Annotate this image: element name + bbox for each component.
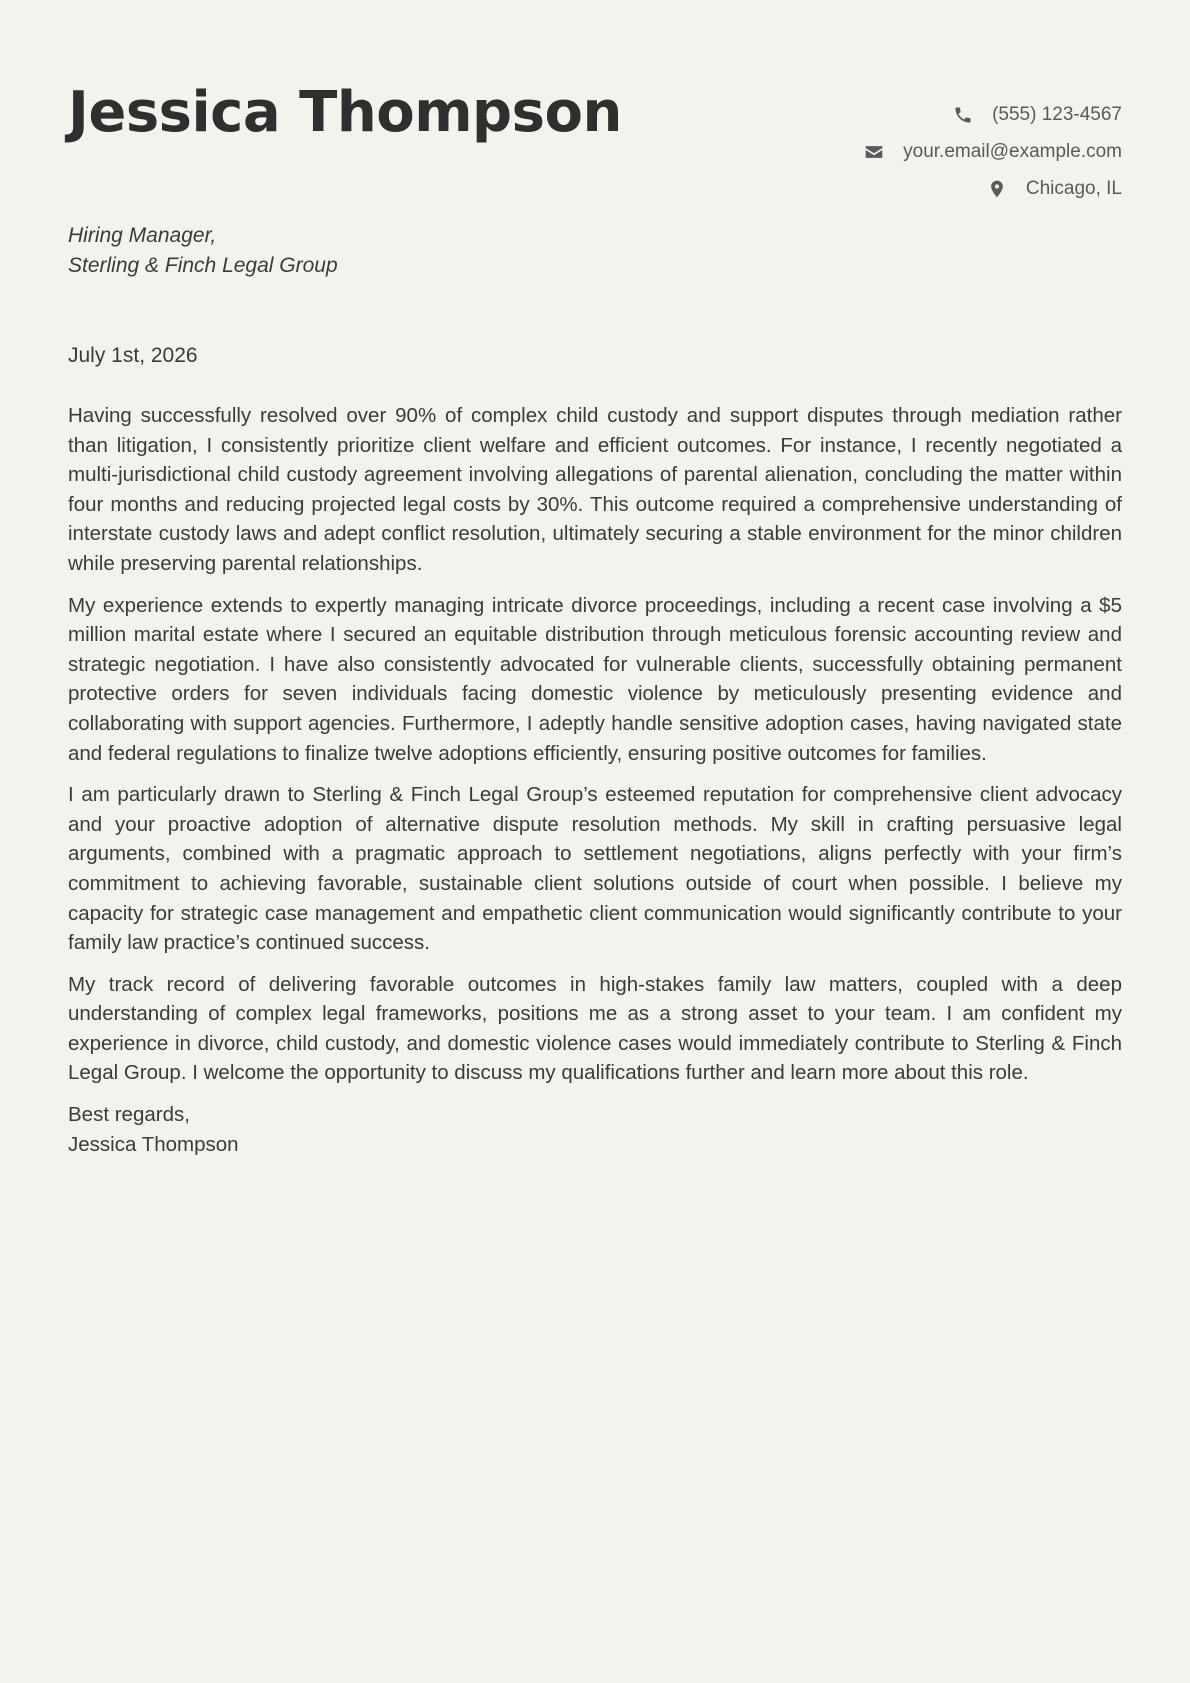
- closing-salutation: Best regards,: [68, 1103, 190, 1127]
- phone-text: (555) 123-4567: [992, 103, 1122, 125]
- location-text: Chicago, IL: [1025, 177, 1122, 199]
- letter-header: [68, 0, 1122, 205]
- body-paragraph: My track record of delivering favorable outcomes in high-stakes family law matters, coupled with a deep understanding of complex legal frameworks, positions me as a strong asset to your team. I am confident my experience in divorce, child custody, and domestic violence cases would immediately contribute to Sterling & Finch Legal Group. I welcome the opportunity to discuss my qualifications further and learn more about this role.: [68, 972, 1122, 1085]
- body-paragraph: I am particularly drawn to Sterling & Finch Legal Group’s esteemed reputation for comprehensive client advocacy and your proactive adoption of alternative dispute resolution methods. My skill in crafting persuasive legal arguments, combined with a pragmatic approach to settlement negotiations, aligns perfectly with your firm’s commitment to achieving favorable, sustainable client solutions outside of court when possible. I believe my capacity for strategic case management and empathetic client communication would significantly contribute to your family law practice’s continued success.: [68, 783, 1122, 955]
- letter-date: July 1st, 2026: [68, 344, 198, 367]
- applicant-name: Jessica Thompson: [68, 80, 622, 145]
- body-paragraph: My experience extends to expertly managing intricate divorce proceedings, including a recent case involving a $5 million marital estate where I secured an equitable distribution through meticulous forensic accounting review and strategic negotiation. I have also consistently advocated for vulnerable clients, successfully obtaining permanent protective orders for seven individuals facing domestic violence by meticulously presenting evidence and collaborating with support agencies. Furthermore, I adeptly handle sensitive adoption cases, having navigated state and federal regulations to finalize twelve adoptions efficiently, ensuring positive outcomes for families.: [68, 593, 1122, 765]
- phone-icon: [952, 104, 974, 126]
- email-text: your.email@example.com: [903, 140, 1122, 162]
- letter-body: [68, 401, 1122, 1088]
- closing-signature: Jessica Thompson: [68, 1132, 239, 1156]
- contact-phone: [863, 96, 1122, 133]
- map-pin-icon: [986, 178, 1008, 200]
- contact-info: [863, 96, 1122, 207]
- envelope-icon: [863, 141, 885, 163]
- body-paragraph: Having successfully resolved over 90% of complex child custody and support disputes through mediation rather than litigation, I consistently prioritize client welfare and efficient outcomes. For instance, I recently negotiated a multi-jurisdictional child custody agreement involving allegations of parental alienation, concluding the matter within four months and reducing projected legal costs by 30%. This outcome required a comprehensive understanding of interstate custody laws and adept conflict resolution, ultimately securing a stable environment for the minor children while preserving parental relationships.: [68, 404, 1122, 575]
- recipient-block: [68, 221, 1122, 281]
- recipient-line-1: Hiring Manager,: [68, 224, 217, 247]
- contact-email: [863, 133, 1122, 170]
- letter-closing: [68, 1100, 1122, 1159]
- recipient-line-2: Sterling & Finch Legal Group: [68, 254, 338, 277]
- contact-location: [863, 170, 1122, 207]
